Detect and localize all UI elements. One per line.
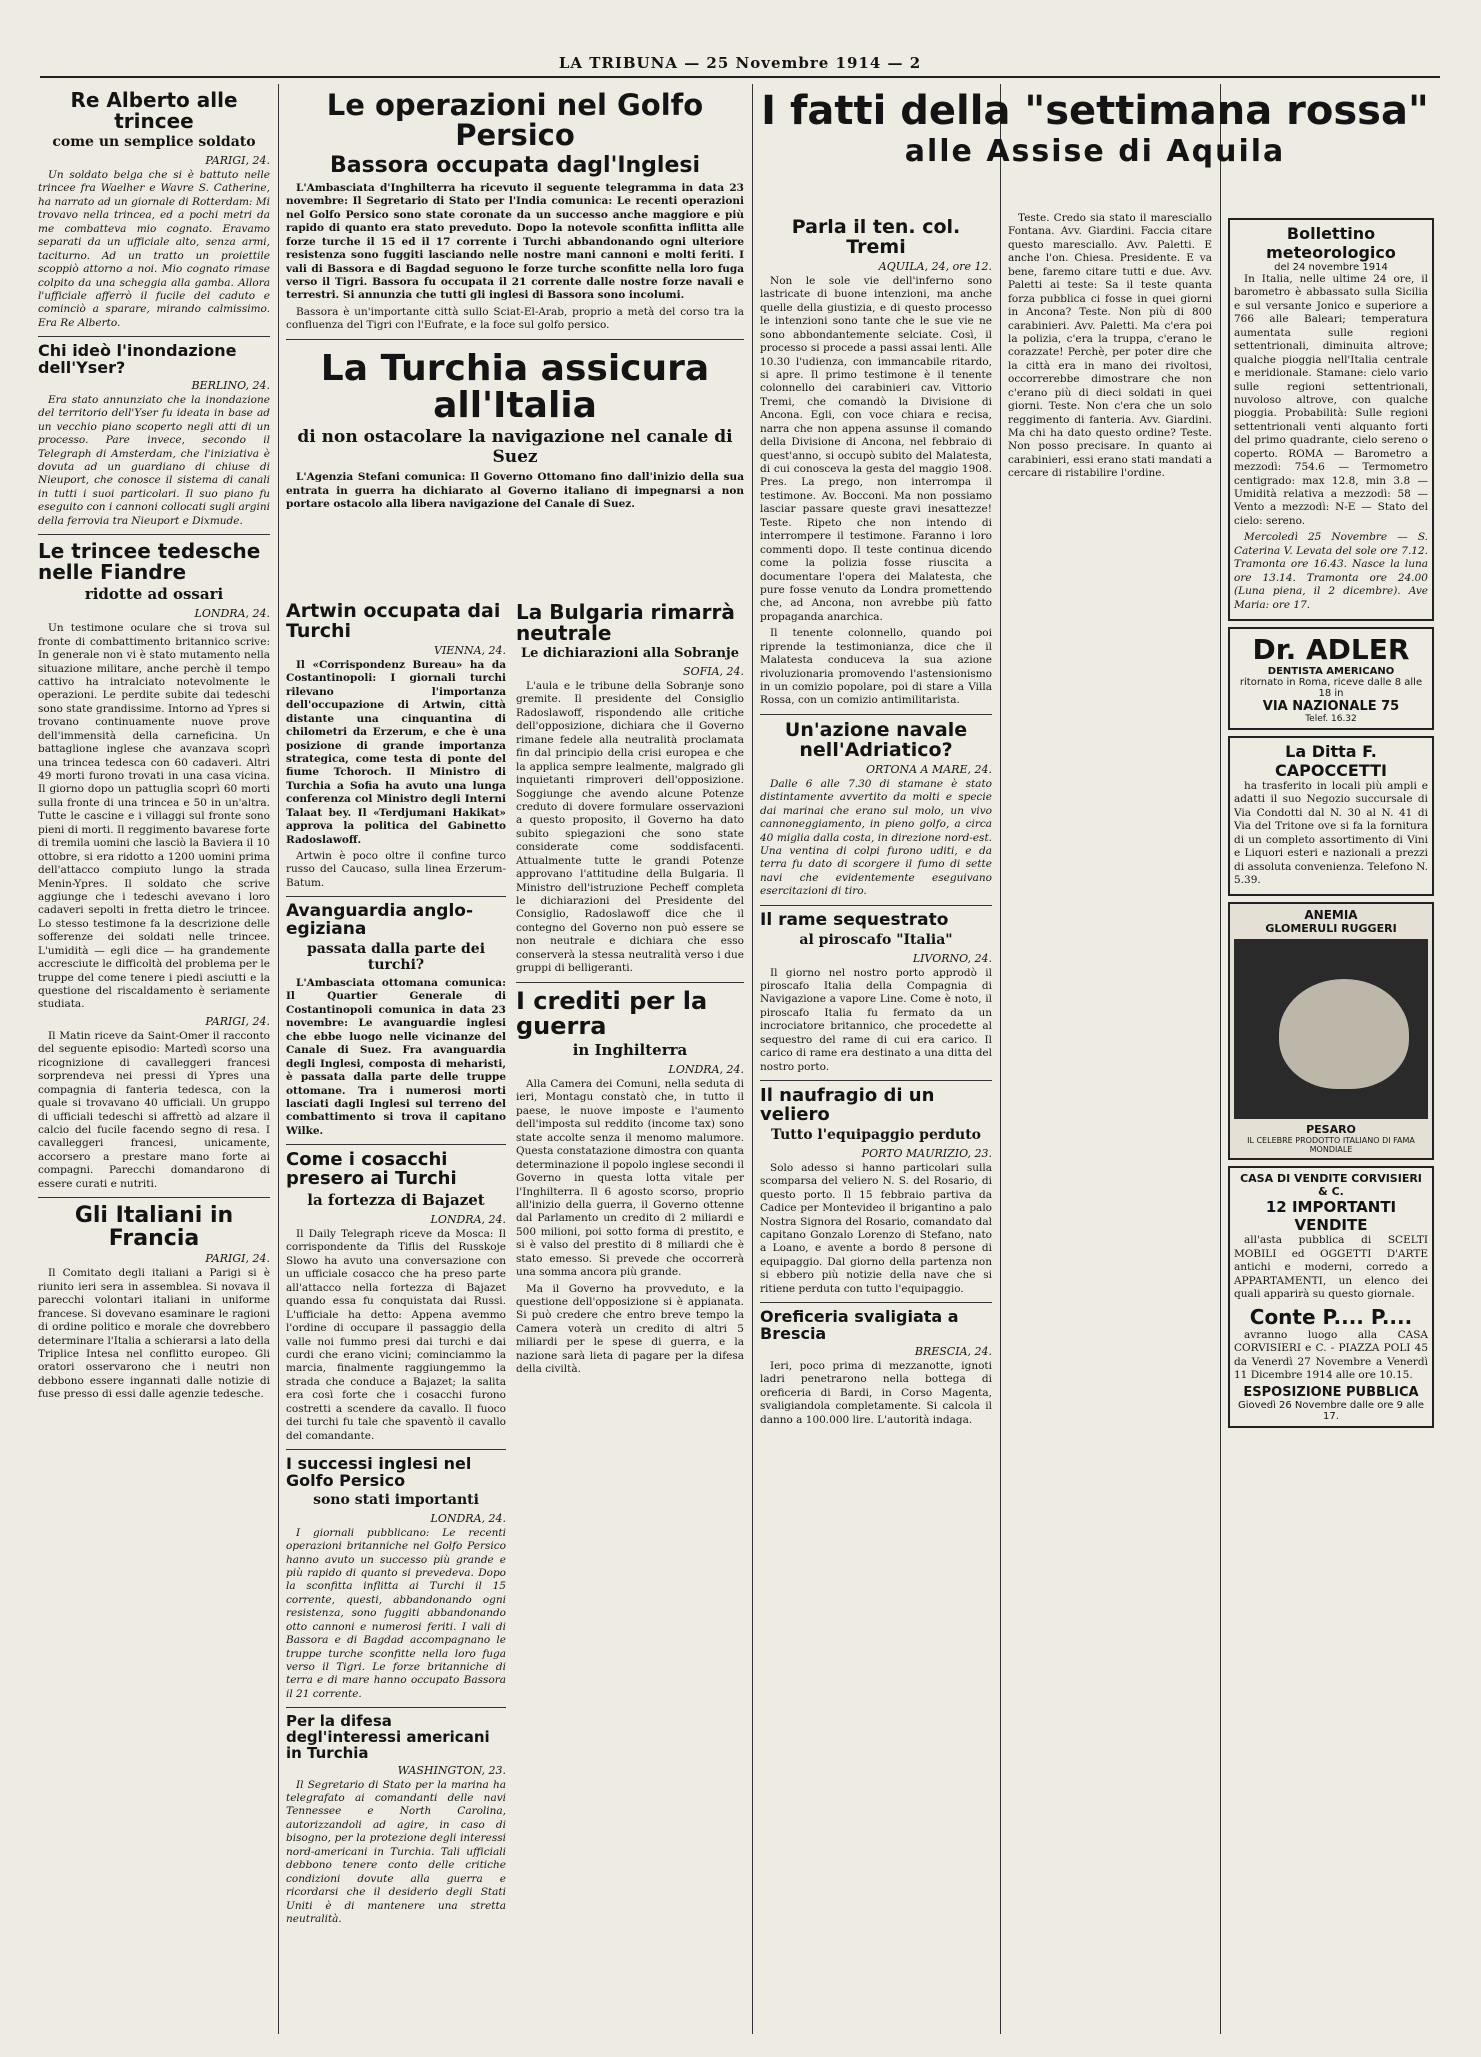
article-text: Il Segretario di Stato per la marina ha telegrafato ai comandanti delle navi Tennessee e North Carolina, autorizzandoli ad agire, in caso di bisogno, per la protezione degli interessi nord-americani in Turchia. Tali ufficiali debbono tenere conto delle critiche condizioni dovute alla guerra e ricordarsi che il desiderio degli Stati Uniti è di mantenere una stretta neutralità. [286,1778,506,1925]
divider [760,905,992,906]
ad-phone: Telef. 16.32 [1305,713,1357,724]
article-text: Era stato annunziato che la inondazione del territorio dell'Yser fu ideata in base ad un vecchio piano scoperto negli atti di un processo. Pare invece, secondo il Telegraph di Amsterdam, che l'iniziativa è dovuta ad un guardiano di chiuse di Nieuport, che conosce il sistema di canali in tutti i suoi particolari. Il suo piano fu eseguito con i cannoni collocati sugli argini della ferrovia tra Nieuport e Dixmude. [38,393,270,527]
column-5-top [1008,212,1212,1012]
dateline: LONDRA, 24. [430,1511,506,1525]
article-text: Il «Corrispondenz Bureau» ha da Costantinopoli: I giornali turchi rilevano l'importanza dell'occupazione di Artwin, città distante una cinquantina di chilometri da Erzerum, e che è una posizione di grande importanza strategica, come testa di ponte del fiume Tchoroch. Il Ministro di Turchia a Sofia ha avuto una lunga conferenza col Ministro degli Interni Talaat bey. Il «Terdjumani Hakikat» approva la politica del Gabinetto Radoslawoff. [286,658,506,846]
ad-capoccetti [1228,736,1434,897]
headline: I fatti della "settimana rossa" [761,88,1429,134]
dateline: PARIGI, 24. [205,154,270,167]
column-4 [760,212,992,2034]
dateline: PARIGI, 24. [205,1014,270,1028]
column-1 [38,84,270,2034]
ad-title: La Ditta F. CAPOCCETTI [1274,741,1387,780]
subheadline: come un semplice soldato [52,134,256,150]
article-text: L'aula e le tribune della Sobranje sono gremite. Il presidente del Consiglio Radoslawoff, rispondendo alle critiche dell'opposizione, dichiara che il Governo rimane fedele alla neutralità proclamata fin dal principio della crisi europea e che la applica sempre lealmente, malgrado gli inquietanti rimproveri dell'opposizione. Soggiunge che avendo alcune Potenze creduto di dovere formulare osservazioni a questo proposito, il Governo ha dato subito spiegazioni che sono state considerate come soddisfacenti. Attualmente tutte le grandi Potenze approvano l'attitudine della Bulgaria. Il Ministro dell'istruzione Pecheff completa le dichiarazioni del Presidente del Consiglio, Radoslawoff dice che il contegno del Governo non può essere se non neutrale e dichiara che esso conserverà la stessa neutralità verso i due gruppi di belligeranti. [516,680,744,975]
ad-text: all'asta pubblica di SCELTI MOBILI ed OGGETTI D'ARTE antichi e moderni, corredo a APPARTAMENTI, un elenco dei quali apparirà su questo giornale. [1234,1234,1428,1301]
subheadline: sono stati importanti [313,1491,479,1508]
article-text: Il Daily Telegraph riceve da Mosca: Il corrispondente da Tiflis del Russkoje Slowo ha avuto una conversazione con un ufficiale cosacco che ha preso parte all'attacco nella fortezza di Bajazet quando essa fu conquistata dai Russi. L'ufficiale ha detto: Appena avemmo l'ordine di occupare il passaggio della valle noi fummo presi dai turchi e dai curdi che erano vicini; cominciammo la marcia, finalmente raggiungemmo la strada che conduce a Bajazet; la salita era così forte che i cosacchi furono costretti a scendere da cavallo. Il fuoco dei turchi fu tale che spaventò il cavallo del comandante. [286,1228,506,1442]
dateline: BERLINO, 24. [191,378,270,392]
ad-big: 12 IMPORTANTI VENDITE [1265,1198,1397,1235]
headline: Le operazioni nel Golfo Persico [326,88,704,153]
dateline: LONDRA, 24. [430,1213,506,1227]
divider [286,1144,506,1145]
article-text: Dalle 6 alle 7.30 di stamane è stato distintamente avvertito da molti e specie dai marinai che erano sul molo, un vivo cannoneggiamento, in pieno golfo, a circa 40 miglia dalla costa, in direzione nord-est. Una ventina di colpi furono uditi, e da terra fu dato di scorgere il fumo di sette navi che evidentemente eseguivano esercitazioni di tiro. [760,777,992,898]
subheadline: passata dalla parte dei turchi? [306,941,486,973]
divider [38,336,270,337]
ad-when: Giovedì 26 Novembre dalle ore 9 alle 17. [1238,1400,1424,1423]
subheadline: alle Assise di Aquila [904,134,1286,169]
article-text: Il Comitato degli italiani a Parigi si è riunito ieri sera in assemblea. Si novava il parecchi volontari italiani in uniforme francese. Si dovevano esaminare le ragioni di ordine politico e morale che dovrebbero determinare l'Italia a schierarsi a lato della Triplice Intesa nel conflitto europeo. Gli oratori osservarono che i neutri non debbono essere ingannati dalle notizie di fuse presso di essi dalle agenzie tedesche. [38,1267,270,1401]
ad-text: ha trasferito in locali più ampli e adatti il suo Negozio succursale di Via Condotti dal N. 30 al N. 41 di Via del Tritone ove si fa la fornitura di un completo assortimento di Vini e Liquori esteri e nazionali a prezzi di assoluta convenienza. Telefono N. 5.39. [1234,779,1428,886]
divider [760,1302,992,1303]
headline: Un'azione navale nell'Adriatico? [784,718,968,761]
headline: Artwin occupata dai Turchi [286,600,501,642]
column-6 [1228,212,1434,2034]
column-2-bottom [286,596,506,2036]
divider [286,896,506,897]
dateline: LONDRA, 24. [194,607,270,621]
article-text: Un testimone oculare che si trova sul fronte di combattimento britannico scrive: In generale non vi è stato mutamento nella situazione militare, anche perchè il tempo cattivo ha intralciato notevolmente le operazioni. Le perdite subite dai tedeschi sono state grandissime. Intorno ad Ypres si trovano continuamente nuove prove dell'immensità della carneficina. Un battaglione inglese che avanzava scoprì una trincea tedesca con 60 cadaveri. Altri 49 morti furono trovati in una casa vicina. Il giorno dopo un pattuglia scoprì 60 morti sulla fronte di una trincea e 50 in un'altra. Tutte le cascine e i villaggi sul fronte sono pieni di morti. Il reggimento bavarese forte di tremila uomini che lasciò la Baviera il 10 ottobre, si era ridotto a 1200 uomini prima dell'attacco compiuto lungo la strada Menin-Ypres. Il soldato che scrive aggiunge che i tedeschi avevano i loro cadaveri sepolti in fretta dietro le trincee. Lo stesso testimone fa la descrizione delle sofferenze dei soldati nelle trincee. L'umidità — egli dice — ha grandemente accresciute le difficoltà del problema per le truppe del come tenere i piedi asciutti e la questione del riscaldamento è seriamente studiata. [38,622,270,1011]
article-text: L'Ambasciata d'Inghilterra ha ricevuto il seguente telegramma in data 23 novembre: Il Segretario di Stato per l'India comunica: Le recenti operazioni nel Golfo Persico sono state coronate da un successo anche maggiore e più rapido di quanto era stato preveduto. Dopo la notevole sconfitta inflitta alle forze turche il 15 ed il 17 corrente i Turchi abbandonando ogni ulteriore resistenza sono fuggiti lasciando nelle nostre mani cannoni e molti feriti. I vali di Bassora e di Bagdad seguono le forze turche sconfitte nella loro fuga verso il Tigri. Bassora fu occupata il 21 corrente dalle nostre forze navali e terrestri. Si annunzia che tutti gli inglesi di Bassora sono incolumi. [286,181,744,302]
headline: Avanguardia anglo-egiziana [286,901,474,940]
portrait-illustration [1234,939,1428,1119]
ad-adler [1228,627,1434,730]
dateline: BRESCIA, 24. [914,1344,992,1358]
face-shape [1279,979,1409,1089]
headline: La Bulgaria rimarrà neutrale [516,600,735,645]
ad-top: ANEMIA [1304,908,1358,923]
weather-bulletin [1228,218,1434,621]
article-text: L'Agenzia Stefani comunica: Il Governo Ottomano fino dall'inizio della sua entrata in guerra ha dichiarato al Governo italiano di impegnarsi a non portare ostacolo alla libera navigazione del Canale di Suez. [286,471,744,511]
article-text: Teste. Credo sia stato il maresciallo Fontana. Avv. Giardini. Faccia citare questo maresciallo. Avv. Paletti. E anche l'on. Chiesa. Presidente. E va bene, faremo citare tutti e due. Avv. Paletti ai teste: Sa il teste quanta forza pubblica ci fosse in quei giorni in Ancona? Teste. Non più di 800 carabinieri. Avv. Paletti. Ma c'era poi la polizia, c'era la truppa, c'erano le corazzate! Perchè, per poter dire che la città era in mano dei rivoltosi, occorrerebbe dimostrare che non c'erano più di dieci soldati in quei giorni. Teste. Non c'era che un solo reggimento di fanteria. Avv. Giardini. Ma chi ha dato questo ordine? Teste. Non posso precisare. In quanto ai carabinieri, essi erano stati mandati a cercare di ristabilire l'ordine. [1008,212,1212,480]
dateline: SOFIA, 24. [683,665,744,678]
article-text: Ieri, poco prima di mezzanotte, ignoti ladri penetrarono nella bottega di oreficeria di Bardi, in Corso Magenta, svaligiandola completamente. Si calcola il danno a 100.000 lire. L'autorità indaga. [760,1359,992,1426]
headline: I successi inglesi nel Golfo Persico [286,1454,472,1490]
dateline: WASHINGTON, 23. [397,1763,506,1777]
almanac-text: Mercoledì 25 Novembre — S. Caterina V. Levata del sole ore 7.12. Tramonta ore 16.43. Nasce la luna ore 13.14. Tramonta ore 24.00 (Luna piena, il 2 dicembre). Ave Maria: ore 17. [1234,531,1428,611]
subheadline: Le dichiarazioni alla Sobranje [521,646,739,661]
headline: Gli Italiani in Francia [74,1203,234,1252]
dateline: ORTONA A MARE, 24. [866,762,992,776]
column-4-top [760,84,1430,204]
column-2-top [286,84,744,644]
divider [760,714,992,715]
subheadline: la fortezza di Bajazet [307,1191,485,1210]
article-text: I giornali pubblicano: Le recenti operazioni britanniche nel Golfo Persico hanno avuto un successo più grande e più rapido di quanto si prevedeva. Dopo la sconfitta inflitta ai Turchi il 15 corrente, questi, abbandonando ogni resistenza, sono fuggiti abbandonando otto cannoni e numerosi feriti. I vali di Bassora e di Bagdad accompagnano le truppe turche sconfitte nella loro fuga verso il Tigri. Le forze britanniche di terra e di mare hanno occupato Bassora il 21 corrente. [286,1526,506,1700]
ad-tag: DENTISTA AMERICANO [1267,665,1395,677]
article-text: Artwin è poco oltre il confine turco russo del Caucaso, sulla linea Erzerum-Batum. [286,850,506,889]
subheadline: ridotte ad ossari [84,585,224,604]
article-text: Il Matin riceve da Saint-Omer il racconto del seguente episodio: Martedì scorso una ricognizione di cavalleggeri francesi sorprendeva nei pressi di Ypres una compagnia di fanteria tedesca, con la quale si trovavano 40 ufficiali. Un gruppo di ufficiali tedeschi si affrettò ad alzare il calcio del fucile facendo segno di resa. I cavalleggeri francesi, unicamente, accorsero a prestare mano forte ai compagni. Parecchi domandarono di essere curati e nutriti. [38,1029,270,1190]
article-text: Bassora è un'importante città sullo Sciat-El-Arab, proprio a metà del corso tra la confluenza del Tigri con l'Eufrate, e la foce sul golfo persico. [286,305,744,332]
headline: Le trincee tedesche nelle Fiandre [38,539,261,585]
ad-title: CASA DI VENDITE CORVISIERI & C. [1240,1172,1422,1199]
article-text: Il tenente colonnello, quando poi riprende la testimonianza, dice che il Malatesta conduceva la sua azione rivoluzionaria promovendo l'astensionismo in un comizio popolare, poi di stare a Villa Rossa, con un comizio antimilitarista. [760,627,992,707]
subheadline: Tutto l'equipaggio perduto [770,1126,982,1143]
headline: Come i cosacchi presero ai Turchi [286,1149,457,1190]
ad-address: VIA NAZIONALE 75 [1262,698,1400,714]
article-text: Il giorno nel nostro porto approdò il piroscafo Italia della Compagnia di Navigazione a vapore Line. Come è noto, il piroscafo Italia fu fermato da un incrociatore britannico, che procedette al sequestro del rame di cui era carico. Il carico di rame era destinato a una ditta del nostro porto. [760,966,992,1073]
article-text: Un soldato belga che si è battuto nelle trincee fra Waelher e Wavre S. Catherine, ha narrato ad un giornale di Rotterdam: Mi trovavo nella trincea, ed a pochi metri da me combatteva mio cognato. Eravamo separati da un ufficiale alto, senza armi, taciturno. Ad un tratto un proiettile scoppiò attorno a noi. Mio cognato rimase colpito da una scheggia alla gamba. Allora l'ufficiale afferrò il fucile del caduto e cominciò a sparare, mirando calmissimo. Era Re Alberto. [38,169,270,329]
dateline: VIENNA, 24. [434,643,506,657]
ad-corvisieri [1228,1166,1434,1428]
subheadline: di non ostacolare la navigazione nel canale di Suez [297,427,733,468]
ad-name: GLOMERULI RUGGERI [1265,922,1397,936]
headline: La Turchia assicura all'Italia [320,347,710,427]
divider [38,1197,270,1198]
ad-glomeruli-ruggeri [1228,902,1434,1160]
article-text: Ma il Governo ha provveduto, e la questione dell'opposizione si è appianata. Si può credere che entro breve tempo la Camera voterà un credito di altri 5 miliardi per le spese di guerra, e la nazione sarà lieta di pagare per la difesa della civiltà. [516,1282,744,1376]
bulletin-text: In Italia, nelle ultime 24 ore, il barometro è abbassato sulla Sicilia e sul versante Jonico e superiore a 766 alle Baleari; temperatura aumentata sulle regioni settentrionali, diminuita altrove; qualche pioggia nell'Italia centrale e meridionale. Stamane: cielo vario sulle regioni settentrionali, nuvoloso altrove, con qualche pioggia. Probabilità: Sulle regioni settentrionali venti alquanto forti del primo quadrante, cielo sereno o coperto. ROMA — Barometro a mezzodì: 754.6 — Termometro centigrado: max 12.8, min 3.8 — Umidità relativa a mezzodì: 58 — Vento a mezzodì: N-E — Stato del cielo: sereno. [1234,273,1428,527]
column-rule [1220,84,1221,2034]
dateline: LIVORNO, 24. [912,951,992,965]
column-3 [516,596,744,2036]
divider [516,982,744,983]
divider [286,1707,506,1708]
headline: Re Alberto alle trincee [70,88,238,133]
headline: Per la difesa degl'interessi americani in Turchia [286,1712,490,1762]
ad-city: PESARO [1306,1123,1356,1137]
headline: Parla il ten. col. Tremi [791,216,961,258]
subheadline: Bassora occupata dagl'Inglesi [329,152,701,178]
dateline: PORTO MAURIZIO, 23. [861,1146,992,1160]
headline: I crediti per la guerra [516,986,708,1040]
ad-text: avranno luogo alla CASA CORVISIERI e C. - PIAZZA POLI 45 da Venerdì 27 Novembre a Venerdì 11 Dicembre 1914 alle ore 10.15. [1234,1328,1428,1381]
ad-name: Conte P.... P.... [1249,1304,1413,1329]
divider [286,339,744,340]
subheadline: al piroscafo "Italia" [799,931,953,948]
column-rule [278,84,279,2034]
dateline: LONDRA, 24. [668,1063,744,1076]
divider [286,1449,506,1450]
divider [38,534,270,535]
headline: Chi ideò l'inondazione dell'Yser? [38,341,237,378]
bulletin-date: del 24 novembre 1914 [1274,262,1388,273]
masthead: LA TRIBUNA — 25 Novembre 1914 — 2 [40,54,1440,78]
ad-expo: ESPOSIZIONE PUBBLICA [1243,1385,1419,1401]
headline: Il naufragio di un veliero [760,1085,935,1125]
dateline: PARIGI, 24. [205,1252,270,1266]
article-text: Non le sole vie dell'inferno sono lastricate di buone intenzioni, ma anche quelle della giustizia, e di questo processo le intenzioni sono tante che le sue vie ne sono abbondantemente selciate. Così, il processo si procede a passi assai lenti. Alle 10.30 l'udienza, con immancabile ritardo, si apre. Il primo testimone è il tenente colonnello dei carabinieri cav. Vittorio Tremi, che comandò la Divisione di Ancona. Egli, con voce chiara e recisa, narra che non appena assunse il comando della Divisione di Ancona, nel febbraio di quest'anno, si occupò subito del Malatesta, di cui conosceva la gesta del maggio 1908. Pres. La prego, non interrompa il testimone. Av. Bocconi. Ma non possiamo lasciar passare queste gravi inesattezze! Teste. Ripeto che non intendo di interrompere il testimone. Faranno i loro commenti dopo. Il teste continua dicendo come la polizia fosse riuscita a documentare l'opera dei Malatesta, che pure fosse venuto da Londra promettendo che, ad Ancona, non avrebbe più fatto propaganda anarchica. [760,274,992,623]
article-text: Alla Camera dei Comuni, nella seduta di ieri, Montagu constatò che, in tutto il paese, le nuove imposte e l'aumento dell'imposta sul reddito (income tax) sono state accolte senza il menomo malumore. Questa constatazione dimostra con quanta determinazione il popolo inglese secondi il Governo in questa lotta vitale per l'Inghilterra. Il 6 agosto scorso, proprio all'inizio della guerra, il Governo ottenne dal Parlamento un credito di 2 miliardi e 500 milioni, poi sotto forma di prestito, e si è valso del prestito di 8 miliardi che è stato emesso. Si prevede che occorrerà una somma ancora più grande. [516,1078,744,1279]
ad-text: ritornato in Roma, riceve dalle 8 alle 18 in [1239,676,1423,699]
ad-name: Dr. ADLER [1252,632,1410,666]
column-rule [752,84,753,2034]
headline: Oreficeria svaligiata a Brescia [760,1307,959,1343]
ad-foot: IL CELEBRE PRODOTTO ITALIANO DI FAMA MONDIALE [1247,1136,1415,1155]
dateline: AQUILA, 24, ore 12. [878,259,992,273]
bulletin-title: Bollettino meteorologico [1266,224,1396,262]
headline: Il rame sequestrato [760,909,949,930]
column-rule [1000,84,1001,2034]
article-text: Solo adesso si hanno particolari sulla scomparsa del veliero N. S. del Rosario, di questo porto. Il 15 febbraio partiva da Cadice per Montevideo il brigantino a palo Nostra Signora del Rosario, comandato dal capitano Gonzalo Lorenzo di Stefano, nato a Loano, e avente a bordo 8 persone di equipaggio. Dal giorno della partenza non si ebbero più notizie della nave che si ritiene perduta con tutto l'equipaggio. [760,1161,992,1295]
article-text: L'Ambasciata ottomana comunica: Il Quartier Generale di Costantinopoli comunica in data 23 novembre: Le avanguardie inglesi che ebbe luogo nelle vicinanze del Canale di Suez. Fra avanguardia degli Inglesi, composta di meharisti, è passata dalla parte delle truppe ottomane. Tra i numerosi morti lasciati dagli Inglesi sul terreno del combattimento si trova il capitano Wilke. [286,977,506,1137]
divider [760,1080,992,1081]
subheadline: in Inghilterra [572,1041,688,1059]
